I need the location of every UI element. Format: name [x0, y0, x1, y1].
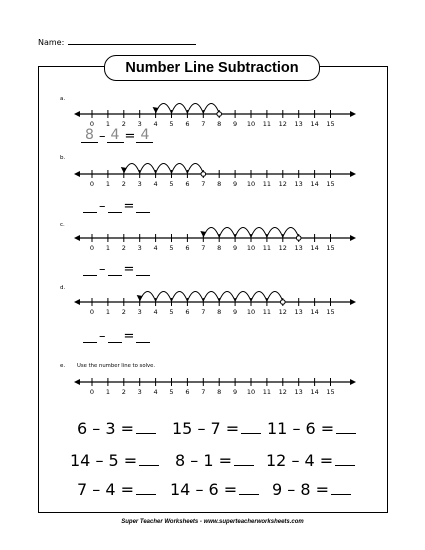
blank[interactable]	[108, 263, 122, 276]
title-text: Number Line Subtraction	[125, 60, 299, 76]
tick-label: 2	[121, 308, 126, 316]
hop-arc	[235, 292, 251, 302]
question-label-a: a.	[60, 96, 66, 102]
blank[interactable]	[83, 200, 97, 213]
hop-arc	[251, 292, 267, 302]
tick-label: 5	[169, 308, 174, 316]
arrow-right-icon	[350, 379, 356, 385]
tick-label: 4	[153, 120, 158, 128]
arrow-left-icon	[74, 379, 80, 385]
hop-arc	[203, 292, 219, 302]
minus-sign: –	[99, 262, 106, 277]
tick-label: 0	[89, 244, 95, 252]
tick-label: 1	[105, 120, 110, 128]
tick-label: 15	[326, 180, 335, 188]
tick-label: 6	[185, 308, 190, 316]
tick-label: 2	[121, 180, 126, 188]
answer-blank[interactable]	[239, 480, 259, 495]
hop-arrowhead-icon	[200, 231, 206, 237]
problem: 7 – 4 =	[77, 480, 156, 499]
blank[interactable]	[136, 263, 150, 276]
arrow-right-icon	[350, 111, 356, 117]
tick-label: 11	[262, 180, 272, 188]
tick-label: 11	[262, 120, 272, 128]
arrow-left-icon	[74, 299, 80, 305]
tick-label: 14	[310, 180, 319, 188]
answer-blank[interactable]	[336, 419, 356, 434]
tick-label: 6	[185, 180, 190, 188]
problem: 14 – 6 =	[170, 480, 259, 499]
minus-sign: –	[99, 129, 106, 144]
equation-a-minuend: 8	[81, 128, 98, 143]
tick-label: 6	[185, 388, 190, 396]
hop-arc	[251, 228, 267, 238]
tick-label: 13	[294, 388, 303, 396]
equation-c	[82, 263, 151, 276]
blank[interactable]	[136, 200, 150, 213]
tick-label: 8	[217, 308, 222, 316]
blank[interactable]	[83, 330, 97, 343]
tick-label: 13	[294, 244, 303, 252]
hop-arc	[172, 164, 188, 174]
tick-label: 4	[153, 244, 158, 252]
hop-arrowhead-icon	[153, 107, 159, 113]
tick-label: 9	[233, 388, 238, 396]
hop-arc	[187, 164, 203, 174]
answer-blank[interactable]	[331, 480, 351, 495]
start-point-icon	[217, 112, 222, 117]
tick-label: 7	[201, 388, 206, 396]
footer-credit: Super Teacher Worksheets - www.superteacherworksheets.com	[121, 519, 304, 525]
tick-label: 1	[105, 244, 110, 252]
problem: 8 – 1 =	[175, 451, 254, 470]
tick-label: 3	[137, 244, 142, 252]
arrow-right-icon	[350, 171, 356, 177]
tick-label: 15	[326, 308, 335, 316]
hop-arc	[219, 292, 235, 302]
tick-label: 6	[185, 244, 190, 252]
tick-label: 14	[310, 308, 319, 316]
minus-sign: –	[99, 199, 106, 214]
tick-label: 12	[278, 308, 287, 316]
tick-label: 12	[278, 388, 287, 396]
tick-label: 3	[137, 388, 142, 396]
start-point-icon	[201, 172, 206, 177]
hop-arrowhead-icon	[121, 167, 127, 173]
answer-blank[interactable]	[136, 419, 156, 434]
tick-label: 8	[217, 180, 222, 188]
arrow-right-icon	[350, 235, 356, 241]
equals-sign: =	[124, 129, 136, 144]
problem: 9 – 8 =	[272, 480, 351, 499]
hop-arc	[140, 164, 156, 174]
tick-label: 0	[89, 308, 95, 316]
hop-arc	[187, 104, 203, 114]
hop-arc	[156, 292, 172, 302]
answer-blank[interactable]	[241, 419, 261, 434]
name-label: Name:	[38, 38, 65, 47]
tick-label: 4	[153, 308, 158, 316]
blank[interactable]	[108, 330, 122, 343]
tick-label: 10	[246, 308, 256, 316]
tick-label: 12	[278, 180, 287, 188]
tick-label: 0	[89, 180, 95, 188]
hop-arc	[219, 228, 235, 238]
blank[interactable]	[136, 330, 150, 343]
tick-label: 8	[217, 388, 222, 396]
question-label-c: c.	[60, 222, 65, 228]
tick-label: 1	[105, 308, 110, 316]
equation-d	[82, 330, 151, 343]
blank[interactable]	[108, 200, 122, 213]
hop-arc	[172, 104, 188, 114]
tick-label: 15	[326, 388, 335, 396]
tick-label: 3	[137, 120, 142, 128]
hop-arc	[203, 104, 219, 114]
tick-label: 8	[217, 244, 222, 252]
tick-label: 9	[233, 308, 238, 316]
equation-a-difference: 4	[136, 128, 153, 143]
tick-label: 7	[201, 120, 206, 128]
tick-label: 2	[121, 244, 126, 252]
tick-label: 5	[169, 388, 174, 396]
arrow-left-icon	[74, 235, 80, 241]
tick-label: 3	[137, 308, 142, 316]
tick-label: 7	[201, 244, 206, 252]
tick-label: 10	[246, 244, 256, 252]
tick-label: 8	[217, 120, 222, 128]
tick-label: 4	[153, 388, 158, 396]
tick-label: 15	[326, 120, 335, 128]
start-point-icon	[296, 236, 301, 241]
tick-label: 12	[278, 120, 287, 128]
tick-label: 15	[326, 244, 335, 252]
hop-arc	[156, 164, 172, 174]
hop-arc	[267, 292, 283, 302]
answer-blank[interactable]	[136, 480, 156, 495]
problem: 11 – 6 =	[267, 419, 356, 438]
tick-label: 0	[89, 388, 95, 396]
problem: 12 – 4 =	[266, 451, 355, 470]
tick-label: 5	[169, 244, 174, 252]
tick-label: 3	[137, 180, 142, 188]
arrow-left-icon	[74, 171, 80, 177]
tick-label: 13	[294, 180, 303, 188]
tick-label: 9	[233, 120, 238, 128]
equals-sign: =	[123, 329, 135, 344]
tick-label: 12	[278, 244, 287, 252]
tick-label: 1	[105, 180, 110, 188]
tick-label: 10	[246, 180, 256, 188]
hop-arc	[267, 228, 283, 238]
answer-blank[interactable]	[335, 451, 355, 466]
problem: 15 – 7 =	[172, 419, 261, 438]
equation-a-subtrahend: 4	[107, 128, 124, 143]
tick-label: 1	[105, 388, 110, 396]
answer-blank[interactable]	[139, 451, 159, 466]
question-label-b: b.	[60, 155, 66, 161]
tick-label: 9	[233, 244, 238, 252]
tick-label: 5	[169, 180, 174, 188]
question-label-e: e.	[60, 363, 66, 369]
hop-arc	[172, 292, 188, 302]
problem: 6 – 3 =	[77, 419, 156, 438]
tick-label: 11	[262, 244, 272, 252]
question-label-d: d.	[60, 285, 66, 291]
tick-label: 4	[153, 180, 158, 188]
equation-a	[81, 128, 153, 143]
tick-label: 2	[121, 120, 126, 128]
tick-label: 9	[233, 180, 238, 188]
equals-sign: =	[123, 262, 135, 277]
blank[interactable]	[83, 263, 97, 276]
hop-arc	[235, 228, 251, 238]
tick-label: 6	[185, 120, 190, 128]
instruction-text: Use the number line to solve.	[77, 363, 156, 369]
tick-label: 2	[121, 388, 126, 396]
tick-label: 0	[89, 120, 95, 128]
arrow-left-icon	[74, 111, 80, 117]
tick-label: 14	[310, 244, 319, 252]
start-point-icon	[281, 300, 286, 305]
tick-label: 7	[201, 180, 206, 188]
equals-sign: =	[123, 199, 135, 214]
tick-label: 14	[310, 120, 319, 128]
hop-arc	[283, 228, 299, 238]
problem: 14 – 5 =	[70, 451, 159, 470]
tick-label: 11	[262, 388, 272, 396]
hop-arc	[187, 292, 203, 302]
tick-label: 13	[294, 120, 303, 128]
minus-sign: –	[99, 329, 106, 344]
equation-b	[82, 200, 151, 213]
hop-arrowhead-icon	[137, 295, 143, 301]
answer-blank[interactable]	[234, 451, 254, 466]
tick-label: 10	[246, 388, 256, 396]
tick-label: 5	[169, 120, 174, 128]
tick-label: 10	[246, 120, 256, 128]
arrow-right-icon	[350, 299, 356, 305]
tick-label: 14	[310, 388, 319, 396]
tick-label: 13	[294, 308, 303, 316]
tick-label: 11	[262, 308, 272, 316]
tick-label: 7	[201, 308, 206, 316]
